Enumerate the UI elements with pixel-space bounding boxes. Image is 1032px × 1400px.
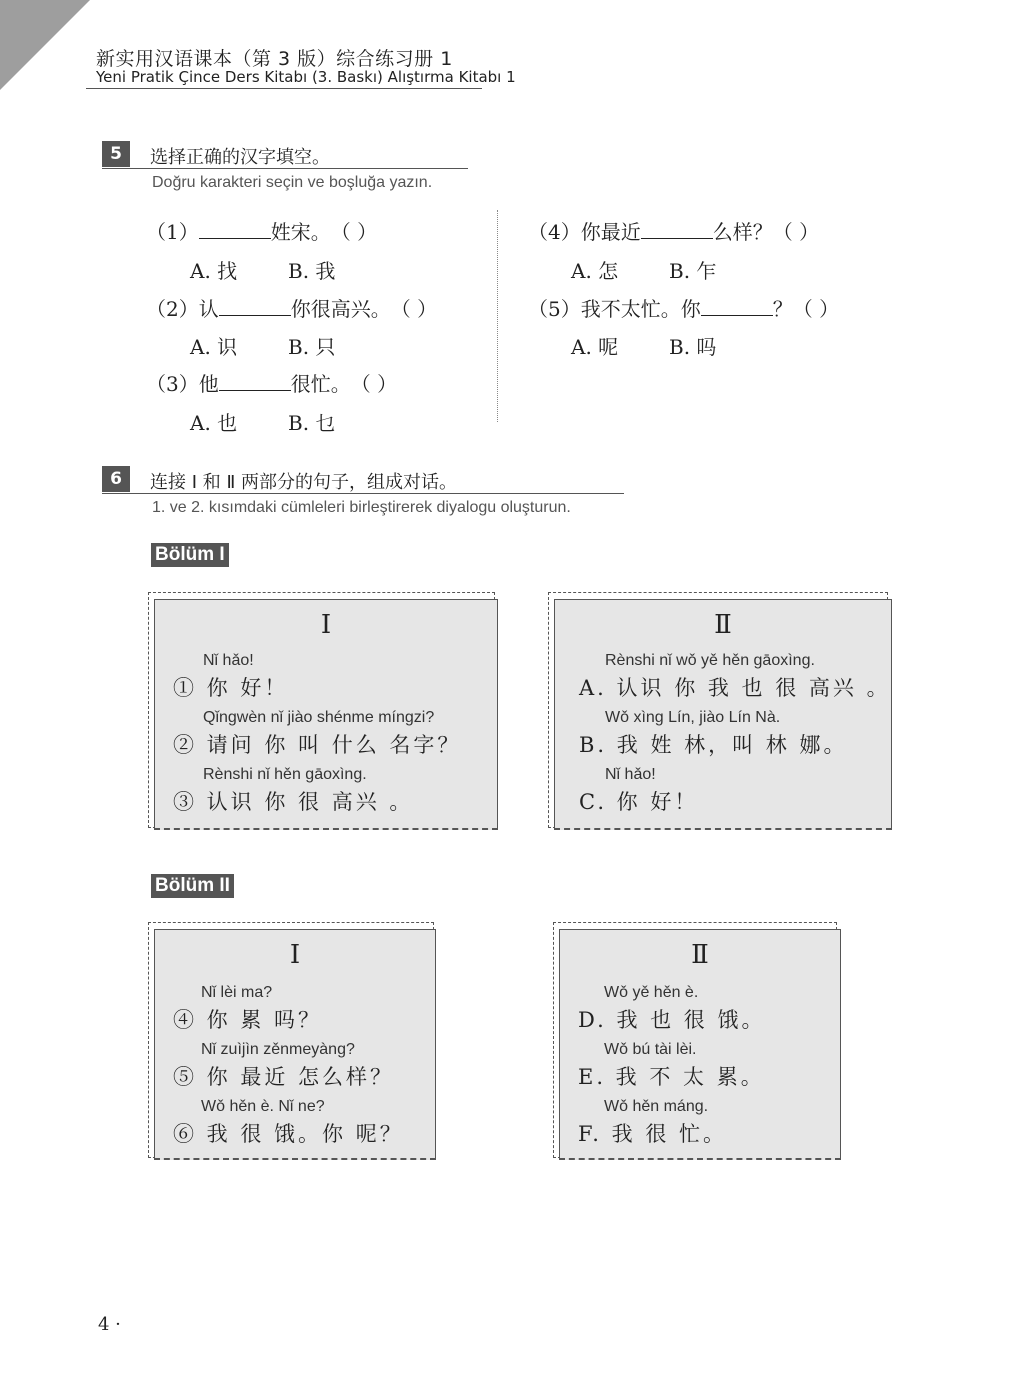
book-title-chinese: 新实用汉语课本（第 3 版）综合练习册 1 [96,48,453,70]
answer-paren-5[interactable]: （ ） [792,297,840,321]
section-5-title: 选择正确的汉字填空。 [150,147,330,168]
sentence-d[interactable]: D. 我 也 很 饿。 [578,1008,766,1032]
option-3b: B. 乜 [288,411,336,435]
option-5b: B. 吗 [669,335,717,359]
section-6-subtitle: 1. ve 2. kısımdaki cümleleri birleştirerek diyalogu oluşturun. [152,499,571,516]
part-2-column-1 [148,922,438,1162]
answer-paren-4[interactable]: （ ） [772,220,820,244]
sentence-6[interactable]: ⑥ 我 很 饿。你 呢？ [173,1122,404,1146]
pinyin-b: Wǒ xìng Lín, jiào Lín Nà. [605,709,781,726]
option-2b: B. 只 [288,335,336,359]
option-5a: A. 呢 [571,335,619,359]
pinyin-3: Rènshi nǐ hěn gāoxìng. [203,766,367,783]
answer-blank-1[interactable] [199,220,271,239]
part-1-label: Bölüm I [151,543,229,567]
option-2a: A. 识 [190,335,238,359]
sentence-3[interactable]: ③ 认识 你 很 高兴 。 [173,790,414,814]
sentence-f[interactable]: F. 我 很 忙。 [578,1122,728,1146]
option-4b: B. 乍 [669,259,717,283]
sentence-a[interactable]: A. 认识 你 我 也 很 高兴 。 [579,676,891,700]
question-2: （2）认 你很高兴。（ ） [146,293,437,322]
part-1-column-2 [548,592,894,832]
answer-paren-3[interactable]: （ ） [350,372,398,396]
answer-blank-2[interactable] [219,297,291,316]
option-1a: A. 找 [190,259,238,283]
part-2-column-2 [553,922,843,1162]
question-1: （1） 姓宋。（ ） [146,216,377,245]
column-divider [497,210,498,422]
answer-blank-5[interactable] [701,297,773,316]
pinyin-2: Qǐngwèn nǐ jiào shénme míngzi? [203,709,435,726]
option-1b: B. 我 [288,259,336,283]
column-heading-2: Ⅱ [714,610,732,640]
part-2-label: Bölüm II [151,874,234,898]
section-5-rule [102,168,468,169]
sentence-1[interactable]: ① 你 好！ [173,676,289,700]
section-6-title: 连接 Ⅰ 和 Ⅱ 两部分的句子，组成对话。 [150,472,458,493]
question-3: （3）他 很忙。（ ） [146,368,397,397]
sentence-c[interactable]: C. 你 好！ [579,790,699,814]
column-heading-1: Ⅰ [320,610,332,640]
answer-blank-4[interactable] [641,220,713,239]
header-rule [86,88,482,89]
corner-decoration [0,0,90,90]
section-6-rule [102,493,624,494]
page-number: 4 · [98,1314,121,1335]
section-6-number: 6 [102,466,130,492]
sentence-2[interactable]: ② 请问 你 叫 什么 名字？ [173,733,462,757]
answer-paren-1[interactable]: （ ） [330,220,378,244]
sentence-b[interactable]: B. 我 姓 林，叫 林 娜。 [579,733,848,757]
column-heading-4: Ⅱ [691,940,709,970]
book-title-turkish: Yeni Pratik Çince Ders Kitabı (3. Baskı) Alıştırma Kitabı 1 [96,68,516,86]
section-5-subtitle: Doğru karakteri seçin ve boşluğa yazın. [152,174,433,191]
option-4a: A. 怎 [571,259,619,283]
answer-blank-3[interactable] [219,372,291,391]
option-3a: A. 也 [190,411,238,435]
pinyin-6: Wǒ hěn è. Nǐ ne? [201,1098,325,1115]
column-heading-3: Ⅰ [289,940,301,970]
section-5-number: 5 [102,141,130,167]
answer-paren-2[interactable]: （ ） [390,297,438,321]
sentence-4[interactable]: ④ 你 累 吗？ [173,1008,323,1032]
question-5: （5）我不太忙。你 ？（ ） [528,293,839,322]
pinyin-c: Nǐ hǎo! [605,766,656,783]
pinyin-4: Nǐ lèi ma? [201,984,273,1001]
sentence-5[interactable]: ⑤ 你 最近 怎么样？ [173,1065,395,1089]
pinyin-1: Nǐ hǎo! [203,652,254,669]
question-4: （4）你最近 么样？（ ） [528,216,819,245]
pinyin-e: Wǒ bú tài lèi. [604,1041,697,1058]
pinyin-d: Wǒ yě hěn è. [604,984,699,1001]
part-1-column-1 [148,592,500,832]
sentence-e[interactable]: E. 我 不 太 累。 [578,1065,765,1089]
pinyin-a: Rènshi nǐ wǒ yě hěn gāoxìng. [605,652,815,669]
pinyin-f: Wǒ hěn máng. [604,1098,709,1115]
pinyin-5: Nǐ zuìjìn zěnmeyàng? [201,1041,355,1058]
